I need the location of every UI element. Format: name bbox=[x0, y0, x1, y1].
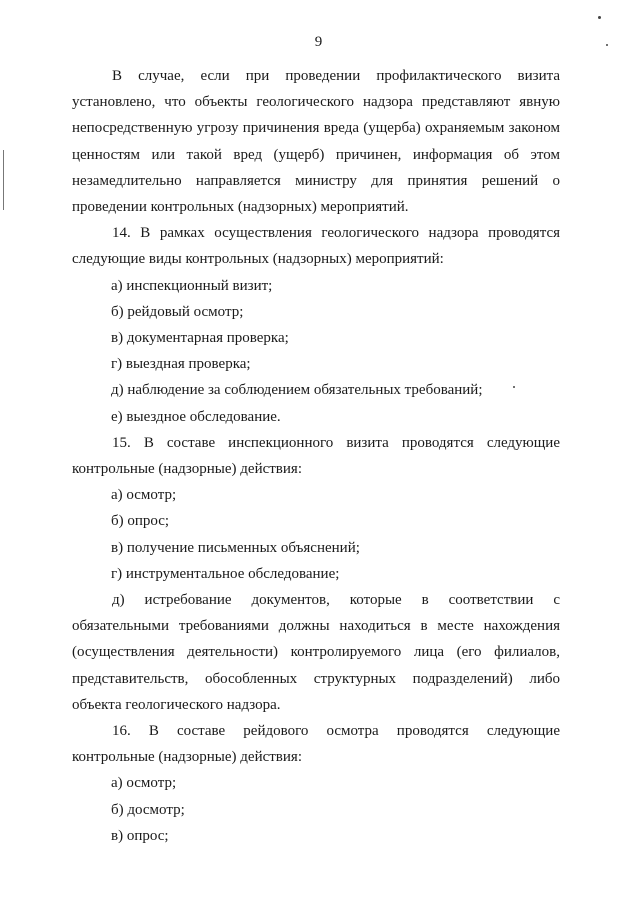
scan-artifact-dot bbox=[598, 16, 601, 19]
list-item: б) рейдовый осмотр; bbox=[111, 303, 244, 320]
paragraph-14: 14. В рамках осуществления геологического надзора проводятся следующие виды контрольных (надзорных) мероприятий: bbox=[72, 225, 560, 268]
list-item: в) опрос; bbox=[111, 827, 169, 844]
paragraph-prevention-visit: В случае, если при проведении профилактического визита установлено, что объекты геологического надзора представляют явную непосредственную угрозу причинения вреда (ущерба) охраняемым законом ценностям или такой вред (ущерб) причинен, информация об этом незамедлительно направляется министру для принятия решений о проведении контрольных (надзорных) мероприятий. bbox=[72, 68, 560, 216]
list-item: а) инспекционный визит; bbox=[111, 277, 273, 294]
list-item: в) документарная проверка; bbox=[111, 330, 289, 347]
page-number: 9 bbox=[314, 34, 323, 50]
list-item: б) досмотр; bbox=[111, 801, 185, 818]
list-item: б) опрос; bbox=[111, 513, 170, 530]
document-body bbox=[72, 63, 560, 849]
list-item: г) выездная проверка; bbox=[111, 356, 251, 373]
list-item: а) осмотр; bbox=[111, 775, 177, 792]
list-item: е) выездное обследование. bbox=[111, 408, 281, 425]
paragraph-document-request: д) истребование документов, которые в соответствии с обязательными требованиями должны находиться в месте нахождения (осуществления деятельности) контролируемого лица (его филиалов, представительств, обособленных структурных подразделений) либо объекта геологического надзора. bbox=[72, 592, 560, 713]
paragraph-15: 15. В составе инспекционного визита проводятся следующие контрольные (надзорные) действия: bbox=[72, 434, 560, 478]
list-item: г) инструментальное обследование; bbox=[111, 565, 340, 582]
list-item: в) получение письменных объяснений; bbox=[111, 539, 360, 556]
scan-artifact-edge bbox=[3, 150, 4, 210]
list-item: д) наблюдение за соблюдением обязательных требований; bbox=[111, 382, 483, 399]
paragraph-16: 16. В составе рейдового осмотра проводятся следующие контрольные (надзорные) действия: bbox=[72, 723, 560, 766]
list-item: а) осмотр; bbox=[111, 487, 177, 504]
scan-artifact-dot bbox=[606, 44, 608, 46]
scan-artifact-dot bbox=[513, 386, 515, 388]
